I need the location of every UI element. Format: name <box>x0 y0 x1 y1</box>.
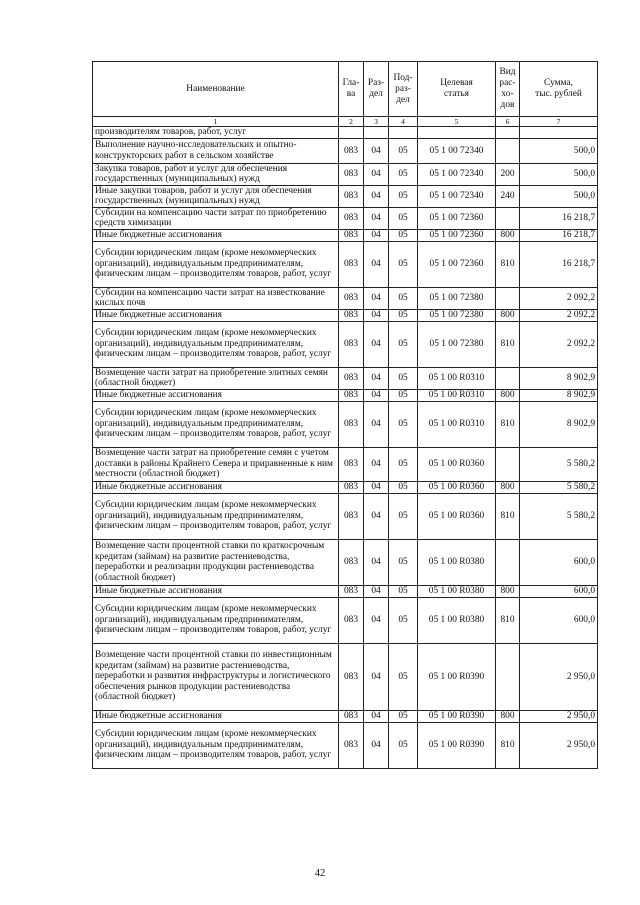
row-expense-type <box>496 539 520 585</box>
row-name: Иные бюджетные ассигнования <box>93 481 339 493</box>
header-section: Раз- дел <box>364 62 389 117</box>
row-chapter: 083 <box>339 309 364 321</box>
table-row <box>93 127 598 139</box>
row-expense-type: 810 <box>496 722 520 768</box>
row-chapter: 083 <box>339 229 364 241</box>
row-section: 04 <box>364 643 389 710</box>
row-name: Возмещение части затрат на приобретение семян с учетом доставки в районы Крайнего Севера и приравненные к ним местности (областной бюджет) <box>93 447 339 481</box>
row-name: Иные бюджетные ассигнования <box>93 585 339 597</box>
row-target-article: 05 1 00 72380 <box>418 309 496 321</box>
row-chapter: 083 <box>339 185 364 207</box>
row-amount: 2 950,0 <box>520 710 598 722</box>
row-expense-type: 800 <box>496 481 520 493</box>
column-number: 2 <box>339 117 364 127</box>
table-row <box>93 389 598 401</box>
row-section <box>364 127 389 139</box>
table-row <box>93 447 598 481</box>
row-section: 04 <box>364 321 389 367</box>
column-number: 1 <box>93 117 339 127</box>
header-row <box>93 62 598 117</box>
column-number: 5 <box>418 117 496 127</box>
row-subsection: 05 <box>389 597 418 643</box>
row-subsection: 05 <box>389 643 418 710</box>
row-name: Субсидии юридическим лицам (кроме некоммерческих организаций), индивидуальным предпринимателям, физическим лицам – производителям товаров, работ, услуг <box>93 321 339 367</box>
header-name: Наименование <box>93 62 339 117</box>
row-subsection: 05 <box>389 539 418 585</box>
row-name: Возмещение части процентной ставки по инвестиционным кредитам (займам) на развитие растениеводства, переработки и развития инфраструктуры и логистического обеспечения рынков продукции растениеводства (областной бюджет) <box>93 643 339 710</box>
row-name: Иные бюджетные ассигнования <box>93 710 339 722</box>
row-expense-type: 810 <box>496 597 520 643</box>
row-subsection: 05 <box>389 321 418 367</box>
table-row <box>93 185 598 207</box>
row-name: Закупка товаров, работ и услуг для обеспечения государственных (муниципальных) нужд <box>93 163 339 185</box>
row-target-article: 05 1 00 72340 <box>418 138 496 163</box>
row-target-article: 05 1 00 R0380 <box>418 539 496 585</box>
row-name: Субсидии юридическим лицам (кроме некоммерческих организаций), индивидуальным предпринимателям, физическим лицам – производителям товаров, работ, услуг <box>93 722 339 768</box>
table-row <box>93 367 598 389</box>
row-target-article: 05 1 00 R0380 <box>418 585 496 597</box>
row-chapter: 083 <box>339 389 364 401</box>
table-row <box>93 493 598 539</box>
row-target-article: 05 1 00 R0390 <box>418 643 496 710</box>
row-chapter: 083 <box>339 710 364 722</box>
row-amount: 2 092,2 <box>520 287 598 309</box>
row-subsection: 05 <box>389 389 418 401</box>
row-expense-type: 240 <box>496 185 520 207</box>
row-amount: 16 218,7 <box>520 241 598 287</box>
row-subsection: 05 <box>389 401 418 447</box>
row-section: 04 <box>364 207 389 229</box>
row-expense-type: 800 <box>496 309 520 321</box>
row-subsection: 05 <box>389 447 418 481</box>
table-row <box>93 597 598 643</box>
table-row <box>93 241 598 287</box>
row-target-article: 05 1 00 R0380 <box>418 597 496 643</box>
header-chapter: Гла- ва <box>339 62 364 117</box>
row-target-article: 05 1 00 72380 <box>418 321 496 367</box>
row-name: Возмещение части затрат на приобретение элитных семян (областной бюджет) <box>93 367 339 389</box>
row-expense-type <box>496 287 520 309</box>
row-section: 04 <box>364 389 389 401</box>
row-amount: 5 580,2 <box>520 447 598 481</box>
row-target-article: 05 1 00 72360 <box>418 207 496 229</box>
table-row <box>93 207 598 229</box>
row-target-article: 05 1 00 72360 <box>418 229 496 241</box>
row-chapter: 083 <box>339 367 364 389</box>
row-expense-type: 800 <box>496 229 520 241</box>
row-subsection: 05 <box>389 493 418 539</box>
row-target-article: 05 1 00 R0360 <box>418 493 496 539</box>
row-chapter: 083 <box>339 539 364 585</box>
row-amount: 500,0 <box>520 163 598 185</box>
row-amount: 600,0 <box>520 585 598 597</box>
row-section: 04 <box>364 287 389 309</box>
row-name: Субсидии юридическим лицам (кроме некоммерческих организаций), индивидуальным предпринимателям, физическим лицам – производителям товаров, работ, услуг <box>93 401 339 447</box>
row-name: Возмещение части процентной ставки по краткосрочным кредитам (займам) на развитие растениеводства, переработки и реализации продукции растениеводства (областной бюджет) <box>93 539 339 585</box>
row-target-article: 05 1 00 72340 <box>418 163 496 185</box>
row-name: Иные закупки товаров, работ и услуг для обеспечения государственных (муниципальных) нужд <box>93 185 339 207</box>
row-expense-type: 810 <box>496 321 520 367</box>
row-expense-type: 810 <box>496 241 520 287</box>
row-target-article: 05 1 00 R0310 <box>418 367 496 389</box>
row-amount: 5 580,2 <box>520 481 598 493</box>
row-expense-type <box>496 643 520 710</box>
row-target-article: 05 1 00 R0310 <box>418 401 496 447</box>
row-chapter: 083 <box>339 321 364 367</box>
row-subsection: 05 <box>389 241 418 287</box>
row-chapter: 083 <box>339 597 364 643</box>
row-chapter: 083 <box>339 138 364 163</box>
row-target-article: 05 1 00 R0360 <box>418 481 496 493</box>
row-amount: 2 950,0 <box>520 643 598 710</box>
row-expense-type: 800 <box>496 389 520 401</box>
table-row <box>93 138 598 163</box>
row-subsection: 05 <box>389 367 418 389</box>
row-chapter: 083 <box>339 447 364 481</box>
row-subsection: 05 <box>389 185 418 207</box>
row-target-article: 05 1 00 R0310 <box>418 389 496 401</box>
row-amount: 8 902,9 <box>520 389 598 401</box>
table-row <box>93 643 598 710</box>
row-subsection: 05 <box>389 481 418 493</box>
row-section: 04 <box>364 163 389 185</box>
row-name: Субсидии юридическим лицам (кроме некоммерческих организаций), индивидуальным предпринимателям, физическим лицам – производителям товаров, работ, услуг <box>93 493 339 539</box>
row-name: Субсидии юридическим лицам (кроме некоммерческих организаций), индивидуальным предпринимателям, физическим лицам – производителям товаров, работ, услуг <box>93 241 339 287</box>
table-row <box>93 710 598 722</box>
row-subsection: 05 <box>389 287 418 309</box>
row-name: Субсидии на компенсацию части затрат на известкование кислых почв <box>93 287 339 309</box>
row-amount: 500,0 <box>520 185 598 207</box>
row-amount: 16 218,7 <box>520 207 598 229</box>
row-amount: 500,0 <box>520 138 598 163</box>
row-chapter: 083 <box>339 401 364 447</box>
column-number-row <box>93 117 598 127</box>
table-row <box>93 287 598 309</box>
row-target-article: 05 1 00 72360 <box>418 241 496 287</box>
row-amount: 2 092,2 <box>520 321 598 367</box>
row-section: 04 <box>364 493 389 539</box>
row-subsection <box>389 127 418 139</box>
row-expense-type: 810 <box>496 493 520 539</box>
header-subsection: Под- раз- дел <box>389 62 418 117</box>
row-expense-type <box>496 138 520 163</box>
row-chapter <box>339 127 364 139</box>
row-section: 04 <box>364 481 389 493</box>
row-name: Выполнение научно-исследовательских и опытно-конструкторских работ в сельском хозяйстве <box>93 138 339 163</box>
row-expense-type <box>496 447 520 481</box>
row-subsection: 05 <box>389 163 418 185</box>
row-chapter: 083 <box>339 241 364 287</box>
table-row <box>93 401 598 447</box>
column-number: 6 <box>496 117 520 127</box>
row-chapter: 083 <box>339 493 364 539</box>
row-subsection: 05 <box>389 207 418 229</box>
row-amount: 8 902,9 <box>520 401 598 447</box>
row-subsection: 05 <box>389 229 418 241</box>
row-name: Иные бюджетные ассигнования <box>93 309 339 321</box>
row-name: Субсидии юридическим лицам (кроме некоммерческих организаций), индивидуальным предпринимателям, физическим лицам – производителям товаров, работ, услуг <box>93 597 339 643</box>
row-subsection: 05 <box>389 722 418 768</box>
row-amount: 16 218,7 <box>520 229 598 241</box>
row-amount: 600,0 <box>520 539 598 585</box>
header-expense-type: Вид рас- хо- дов <box>496 62 520 117</box>
row-expense-type: 800 <box>496 585 520 597</box>
row-amount: 2 092,2 <box>520 309 598 321</box>
row-target-article: 05 1 00 72340 <box>418 185 496 207</box>
table-row <box>93 481 598 493</box>
row-expense-type <box>496 207 520 229</box>
row-target-article: 05 1 00 72380 <box>418 287 496 309</box>
row-subsection: 05 <box>389 710 418 722</box>
row-section: 04 <box>364 710 389 722</box>
table-row <box>93 321 598 367</box>
table-row <box>93 539 598 585</box>
row-amount: 8 902,9 <box>520 367 598 389</box>
row-expense-type <box>496 367 520 389</box>
row-chapter: 083 <box>339 481 364 493</box>
budget-table <box>92 61 598 769</box>
page-number: 42 <box>314 868 326 879</box>
row-chapter: 083 <box>339 643 364 710</box>
row-amount: 2 950,0 <box>520 722 598 768</box>
table-row <box>93 229 598 241</box>
row-name: Иные бюджетные ассигнования <box>93 389 339 401</box>
row-target-article <box>418 127 496 139</box>
row-section: 04 <box>364 539 389 585</box>
row-chapter: 083 <box>339 163 364 185</box>
row-section: 04 <box>364 447 389 481</box>
row-chapter: 083 <box>339 585 364 597</box>
row-amount: 5 580,2 <box>520 493 598 539</box>
row-amount: 600,0 <box>520 597 598 643</box>
table-row <box>93 163 598 185</box>
row-name: Субсидии на компенсацию части затрат по приобретению средств химизации <box>93 207 339 229</box>
row-section: 04 <box>364 597 389 643</box>
row-section: 04 <box>364 185 389 207</box>
row-section: 04 <box>364 309 389 321</box>
row-expense-type: 810 <box>496 401 520 447</box>
row-expense-type: 800 <box>496 710 520 722</box>
row-section: 04 <box>364 241 389 287</box>
table-row <box>93 585 598 597</box>
row-expense-type <box>496 127 520 139</box>
row-section: 04 <box>364 138 389 163</box>
column-number: 7 <box>520 117 598 127</box>
column-number: 3 <box>364 117 389 127</box>
row-section: 04 <box>364 585 389 597</box>
row-chapter: 083 <box>339 722 364 768</box>
row-name: производителям товаров, работ, услуг <box>93 127 339 139</box>
row-subsection: 05 <box>389 585 418 597</box>
row-amount <box>520 127 598 139</box>
row-subsection: 05 <box>389 138 418 163</box>
table-row <box>93 309 598 321</box>
table-row <box>93 722 598 768</box>
row-chapter: 083 <box>339 207 364 229</box>
row-name: Иные бюджетные ассигнования <box>93 229 339 241</box>
row-section: 04 <box>364 367 389 389</box>
column-number: 4 <box>389 117 418 127</box>
row-expense-type: 200 <box>496 163 520 185</box>
table-body <box>93 127 598 769</box>
row-target-article: 05 1 00 R0360 <box>418 447 496 481</box>
row-section: 04 <box>364 722 389 768</box>
header-target-article: Целевая статья <box>418 62 496 117</box>
row-section: 04 <box>364 401 389 447</box>
row-target-article: 05 1 00 R0390 <box>418 722 496 768</box>
row-subsection: 05 <box>389 309 418 321</box>
row-chapter: 083 <box>339 287 364 309</box>
row-section: 04 <box>364 229 389 241</box>
row-target-article: 05 1 00 R0390 <box>418 710 496 722</box>
header-amount: Сумма, тыс. рублей <box>520 62 598 117</box>
